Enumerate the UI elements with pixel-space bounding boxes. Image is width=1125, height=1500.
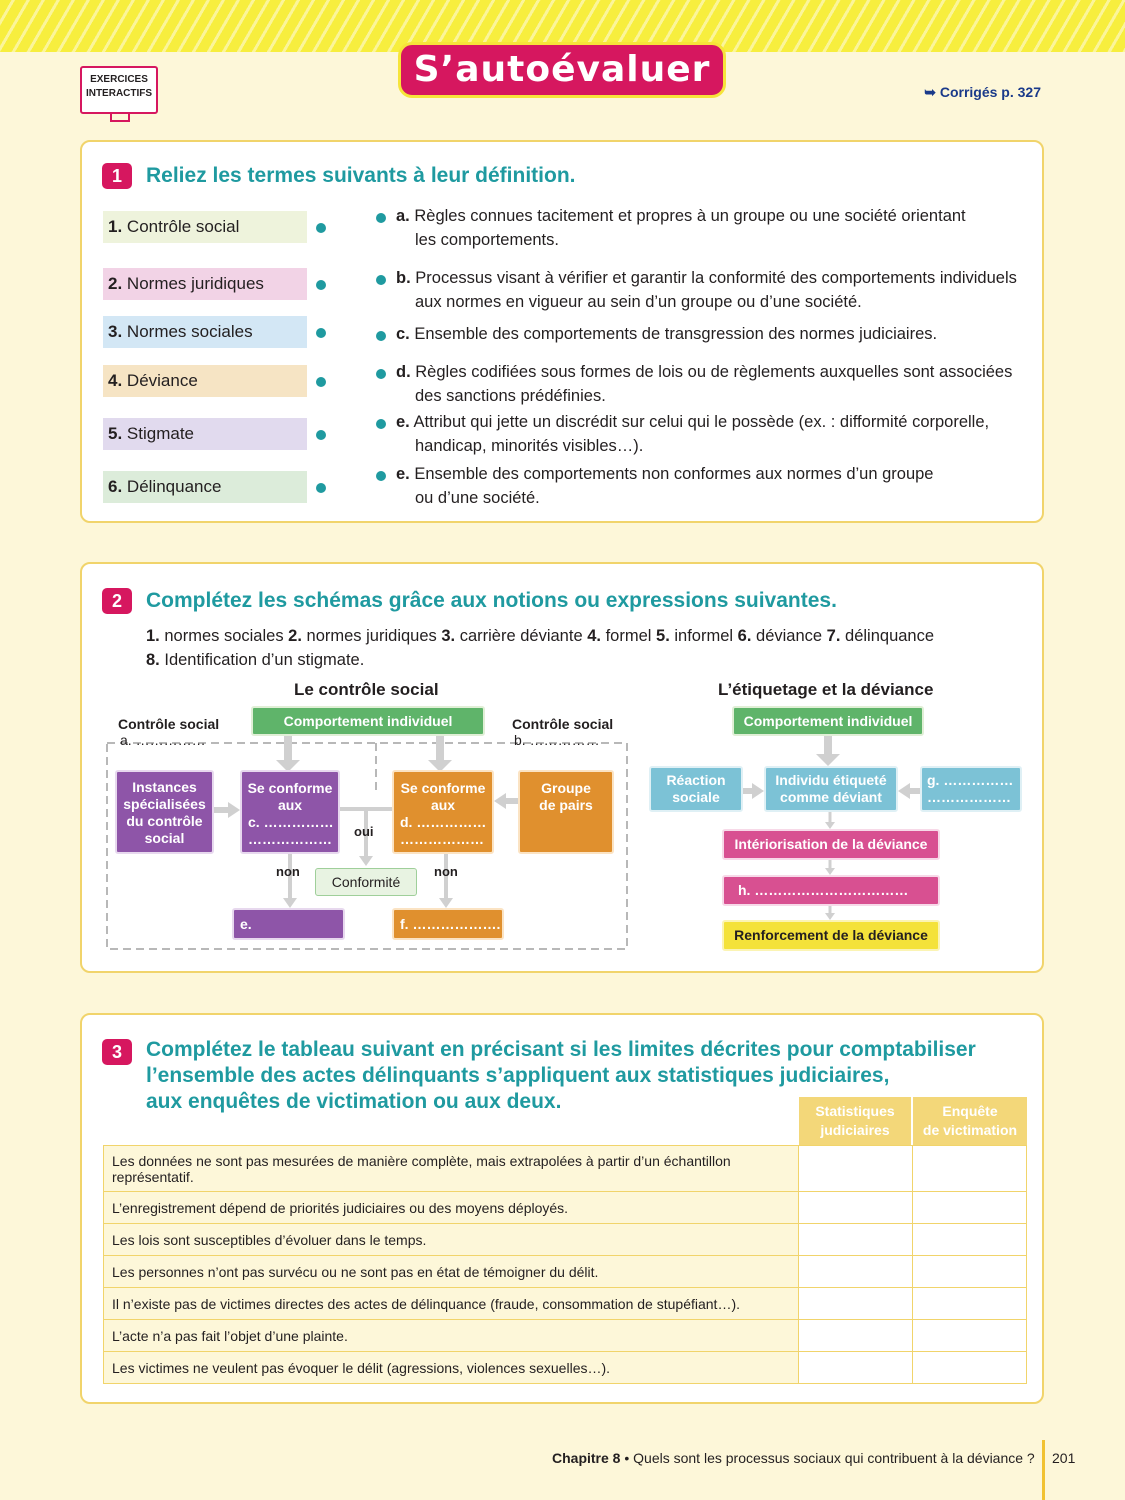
arrow-head	[816, 754, 840, 766]
comportement-individuel-box: Comportement individuel	[251, 706, 485, 736]
answer-cell-statistiques[interactable]	[799, 1224, 913, 1256]
notion-text: délinquance	[845, 627, 935, 645]
term-3-connector[interactable]	[316, 328, 326, 338]
answer-cell-enquete[interactable]	[913, 1192, 1027, 1224]
term-label: Normes juridiques	[126, 274, 264, 293]
arrow-head	[283, 898, 297, 908]
reaction-sociale-box	[649, 766, 743, 812]
notion-text: informel	[674, 627, 734, 645]
row-text: L’acte n’a pas fait l’objet d’une plainte.	[104, 1320, 799, 1352]
notion-text: Identification d’un stigmate.	[164, 651, 365, 669]
answer-cell-enquete[interactable]	[913, 1224, 1027, 1256]
box-line: Groupe	[541, 780, 591, 796]
blank-g[interactable]: g. ……………	[927, 772, 1014, 788]
interactifs-label: INTERACTIFS	[85, 88, 153, 99]
page-number: 201	[1052, 1450, 1076, 1466]
exercise-1-title: Reliez les termes suivants à leur définition.	[146, 164, 576, 187]
non-label-left: non	[276, 864, 300, 879]
footer-divider	[1042, 1440, 1045, 1500]
answer-cell-enquete[interactable]	[913, 1320, 1027, 1352]
notion-num: 4.	[587, 627, 601, 645]
col-header-enquete	[913, 1097, 1027, 1145]
notion-text: formel	[605, 627, 652, 645]
term-5-connector[interactable]	[316, 430, 326, 440]
col-header-statistiques	[799, 1097, 911, 1145]
cs-label-right: Contrôle social	[512, 716, 614, 732]
term-label: Déviance	[126, 371, 198, 390]
footer-chapter-title: • Quels sont les processus sociaux qui contribuent à la déviance ?	[620, 1450, 1035, 1466]
table-row	[104, 1224, 1027, 1256]
groupe-de-pairs-box	[518, 770, 614, 854]
row-text: Les personnes n’ont pas survécu ou ne sont pas en état de témoigner du délit.	[104, 1256, 799, 1288]
notion-num: 2.	[288, 627, 302, 645]
def-letter: c.	[396, 325, 410, 343]
arrow-head	[898, 783, 910, 799]
exercise-1-card	[80, 140, 1044, 523]
term-2-connector[interactable]	[316, 280, 326, 290]
def-letter: e.	[396, 465, 410, 483]
arrow-head	[825, 913, 835, 920]
row-text: Les victimes ne veulent pas évoquer le délit (agressions, violences sexuelles…).	[104, 1352, 799, 1384]
interactive-exercises-button[interactable]	[80, 66, 158, 114]
box-line: de pairs	[539, 797, 593, 813]
notion-num: 3.	[441, 627, 456, 645]
blank-h[interactable]: h. ……………………………	[722, 875, 940, 906]
exercise-3-title-line-1: Complétez le tableau suivant en précisant si les limites décrites pour comptabiliser	[146, 1038, 976, 1061]
def-text: Processus visant à vérifier et garantir la conformité des comportements individuels	[415, 269, 1017, 287]
se-conforme-d-box	[392, 770, 494, 854]
term-6-connector[interactable]	[316, 483, 326, 493]
def-b-connector[interactable]	[376, 275, 386, 285]
exercise-3-title-line-3: aux enquêtes de victimation ou aux deux.	[146, 1090, 562, 1113]
exercices-label: EXERCICES	[90, 74, 148, 85]
notion-num: 7.	[826, 627, 841, 645]
row-text: Les lois sont susceptibles d’évoluer dans le temps.	[104, 1224, 799, 1256]
interiorisation-box: Intériorisation de la déviance	[722, 829, 940, 860]
term-5	[103, 418, 307, 450]
definition-d	[396, 360, 1036, 408]
row-text: Il n’existe pas de victimes directes des actes de délinquance (fraude, consommation de stupéfiant…).	[104, 1288, 799, 1320]
definition-a	[396, 204, 1036, 252]
non-label-right: non	[434, 864, 458, 879]
box-line: Individu étiqueté	[775, 772, 887, 788]
arrow-head	[752, 783, 764, 799]
answer-cell-enquete[interactable]	[913, 1352, 1027, 1384]
arrow-head	[825, 822, 835, 829]
row-text: L’enregistrement dépend de priorités judiciaires ou des moyens déployés.	[104, 1192, 799, 1224]
answer-cell-statistiques[interactable]	[799, 1288, 913, 1320]
answer-cell-statistiques[interactable]	[799, 1352, 913, 1384]
term-label: Normes sociales	[126, 322, 253, 341]
box-line: sociale	[672, 789, 720, 805]
notion-num: 1.	[146, 627, 160, 645]
notion-num: 5.	[656, 627, 670, 645]
def-f-connector[interactable]	[376, 471, 386, 481]
notion-text: normes juridiques	[306, 627, 437, 645]
table-row	[104, 1320, 1027, 1352]
exercise-3-title-line-2: l’ensemble des actes délinquants s’appliquent aux statistiques judiciaires,	[146, 1064, 890, 1087]
exercise-1-number: 1	[102, 163, 132, 189]
def-text-cont: des sanctions prédéfinies.	[415, 387, 606, 405]
answer-cell-enquete[interactable]	[913, 1256, 1027, 1288]
cs-label-left: Contrôle social	[118, 716, 220, 732]
answer-cell-statistiques[interactable]	[799, 1320, 913, 1352]
conformite-box: Conformité	[315, 868, 417, 896]
answer-cell-statistiques[interactable]	[799, 1256, 913, 1288]
table-row	[104, 1146, 1027, 1192]
definition-e	[396, 410, 1036, 458]
def-letter: a.	[396, 207, 410, 225]
exercise-2-card	[80, 562, 1044, 973]
table-row	[104, 1256, 1027, 1288]
col-header-line: Statistiques	[815, 1103, 895, 1119]
table-row	[104, 1352, 1027, 1384]
box-line: comme déviant	[780, 789, 882, 805]
schema-1-lines	[82, 564, 1042, 973]
row-text: Les données ne sont pas mesurées de manière complète, mais extrapolées à partir d’un échantillon représentatif.	[104, 1146, 799, 1192]
oui-label: oui	[354, 824, 374, 839]
def-text: Règles codifiées sous formes de lois ou de règlements auxquelles sont associées	[415, 363, 1013, 381]
box-line: Instances	[132, 779, 197, 795]
exercise-2-title: Complétez les schémas grâce aux notions ou expressions suivantes.	[146, 589, 837, 612]
term-number: 3.	[108, 322, 123, 341]
term-4	[103, 365, 307, 397]
definition-c	[396, 322, 1036, 346]
blank-e[interactable]: e. ……………….	[232, 908, 345, 940]
arrow-head	[359, 856, 373, 866]
def-text-cont: aux normes en vigueur au sein d’un groupe ou d’une société.	[415, 293, 862, 311]
footer-chapter-label: Chapitre 8	[552, 1450, 621, 1466]
notion-text: carrière déviante	[459, 627, 583, 645]
box-line: aux	[430, 797, 456, 813]
box-line: aux	[277, 797, 303, 813]
renforcement-box: Renforcement de la déviance	[722, 920, 940, 951]
answer-cell-enquete[interactable]	[913, 1288, 1027, 1320]
def-c-connector[interactable]	[376, 331, 386, 341]
def-text-cont: handicap, minorités visibles…).	[415, 437, 644, 455]
instances-specialisees-box	[115, 770, 214, 854]
col-header-line: de victimation	[922, 1122, 1018, 1138]
arrow-head	[494, 793, 506, 809]
def-letter: b.	[396, 269, 411, 287]
exercise-3-card	[80, 1013, 1044, 1404]
table-row	[104, 1192, 1027, 1224]
term-label: Stigmate	[126, 424, 195, 443]
blank-g-cont[interactable]: ………………	[927, 789, 1011, 805]
monitor-stand-icon	[110, 114, 130, 122]
box-line: Se conforme	[247, 780, 333, 796]
col-header-line: Enquête	[942, 1103, 998, 1119]
exercise-2-number: 2	[102, 588, 132, 614]
definition-b	[396, 266, 1036, 314]
def-text-cont: ou d’une société.	[415, 489, 540, 507]
blank-c[interactable]: c. ……………	[248, 814, 334, 830]
blank-d-cont[interactable]: ………………	[400, 831, 484, 847]
footer-chapter	[552, 1450, 1035, 1466]
answer-cell-statistiques[interactable]	[799, 1192, 913, 1224]
notion-num: 6.	[737, 627, 752, 645]
blank-a[interactable]: a. ……………	[120, 732, 206, 748]
def-letter: d.	[396, 363, 411, 381]
exercise-3-number: 3	[102, 1039, 132, 1065]
box-line: Réaction	[666, 772, 726, 788]
def-text: Règles connues tacitement et propres à un groupe ou une société orientant	[414, 207, 966, 225]
table-row	[104, 1288, 1027, 1320]
term-number: 2.	[108, 274, 123, 293]
term-1	[103, 211, 307, 243]
blank-f[interactable]: f. ……………….	[392, 908, 504, 940]
term-number: 6.	[108, 477, 123, 496]
arrow-head	[825, 868, 835, 875]
blank-c-cont[interactable]: ………………	[248, 831, 332, 847]
term-1-connector[interactable]	[316, 223, 326, 233]
def-text-cont: les comportements.	[415, 231, 559, 249]
term-3	[103, 316, 307, 348]
def-text: Ensemble des comportements de transgression des normes judiciaires.	[414, 325, 938, 343]
def-d-connector[interactable]	[376, 369, 386, 379]
answer-cell-enquete[interactable]	[913, 1146, 1027, 1192]
def-text: Attribut qui jette un discrédit sur celui qui le possède (ex. : difformité corporelle,	[413, 413, 990, 431]
blank-d[interactable]: d. ……………	[400, 814, 487, 830]
term-number: 5.	[108, 424, 123, 443]
limits-table	[103, 1145, 1027, 1384]
term-4-connector[interactable]	[316, 377, 326, 387]
term-number: 4.	[108, 371, 123, 390]
schema-1-title: Le contrôle social	[294, 680, 439, 699]
blank-g-box	[920, 766, 1022, 812]
notion-text: déviance	[756, 627, 823, 645]
term-number: 1.	[108, 217, 123, 236]
def-text: Ensemble des comportements non conformes aux normes d’un groupe	[414, 465, 934, 483]
def-a-connector[interactable]	[376, 213, 386, 223]
box-line: spécialisées	[123, 796, 206, 812]
def-letter: e.	[396, 413, 410, 431]
term-2	[103, 268, 307, 300]
term-6	[103, 471, 307, 503]
individu-etiquete-box	[764, 766, 898, 812]
box-line: Se conforme	[400, 780, 486, 796]
notion-text: normes sociales	[164, 627, 284, 645]
def-e-connector[interactable]	[376, 419, 386, 429]
answer-cell-statistiques[interactable]	[799, 1146, 913, 1192]
col-header-line: judiciaires	[820, 1122, 890, 1138]
page-title: S’autoévaluer	[398, 42, 726, 98]
arrow-head	[228, 802, 240, 818]
comportement-individuel-box-2: Comportement individuel	[732, 706, 924, 736]
corriges-link[interactable]: ➥ Corrigés p. 327	[924, 84, 1041, 100]
term-label: Délinquance	[126, 477, 222, 496]
box-line: du contrôle	[126, 813, 203, 829]
definition-f	[396, 462, 1036, 510]
se-conforme-c-box	[240, 770, 340, 854]
arrow-head	[439, 898, 453, 908]
schema-2-title: L’étiquetage et la déviance	[718, 680, 934, 699]
blank-b[interactable]: b. ……………	[514, 732, 600, 748]
term-label: Contrôle social	[126, 217, 240, 236]
box-line: social	[144, 830, 185, 846]
notion-num: 8.	[146, 651, 160, 669]
